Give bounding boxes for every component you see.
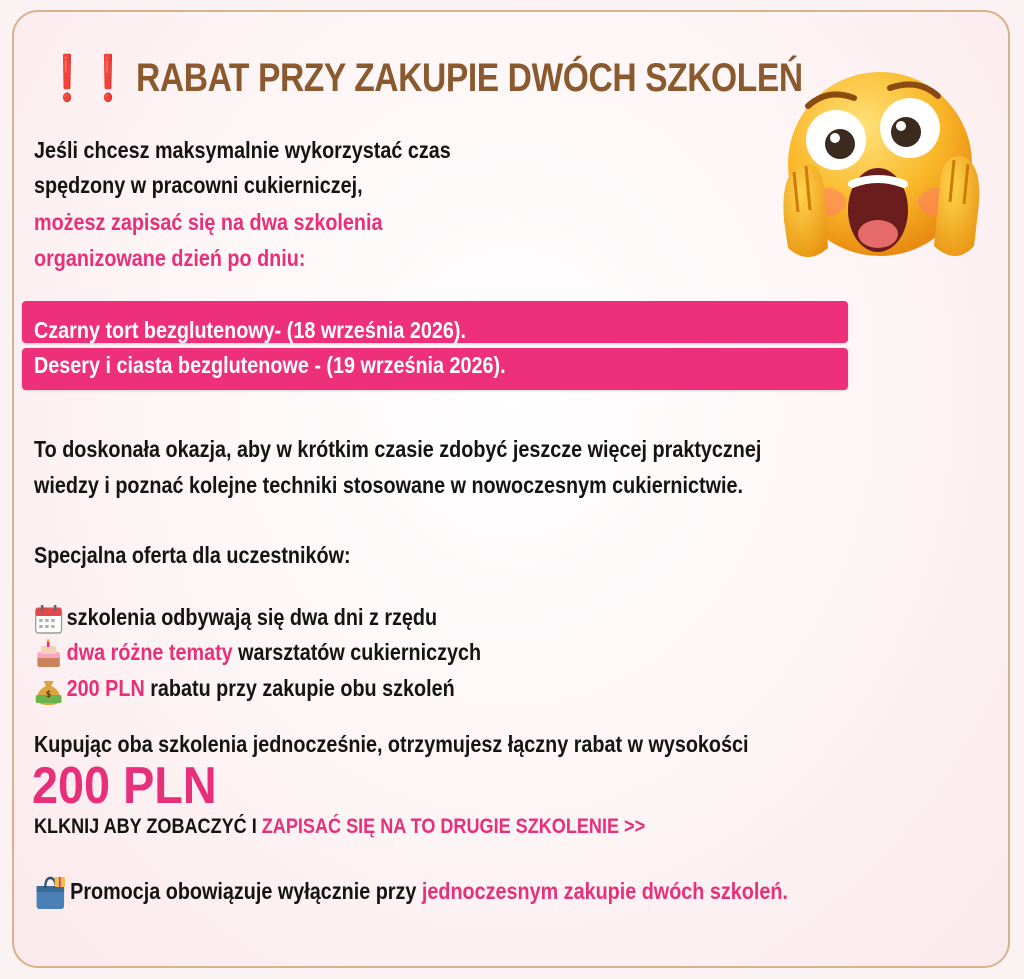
discount-text: Kupując oba szkolenia jednocześnie, otrzymujesz łączny rabat w wysokości [34,731,749,757]
course-bar-1 [22,301,848,343]
shocked-face-emoji-icon [778,52,984,278]
shopping-bag-icon [34,876,67,910]
cta-prefix: KLKNIJ ABY ZOBACZYĆ I [34,815,262,838]
calendar-icon [34,604,63,634]
intro-line-4: organizowane dzień po dniu: [34,245,306,271]
footer-highlight: jednoczesnym zakupie dwóch szkoleń. [421,878,788,905]
offer-heading: Specjalna oferta dla uczestników: [34,542,351,568]
promo-title [44,52,803,104]
discount-amount: 200 PLN [32,757,217,815]
offer-item-1-text: szkolenia odbywają się dwa dni z rzędu [66,604,438,631]
course-bar-1-text: Czarny tort bezglutenowy- (18 września 2026). [34,317,466,343]
description-line-2: wiedzy i poznać kolejne techniki stosowane w nowoczesnym cukiernictwie. [34,472,743,498]
course-bar-2 [22,348,848,390]
footer-line [34,876,788,910]
offer-item-2 [34,639,481,669]
offer-item-3-highlight: 200 PLN [66,675,145,702]
footer-prefix: Promocja obowiązuje wyłącznie przy [70,878,422,905]
offer-item-2-highlight: dwa różne tematy [66,639,233,666]
offer-item-3-text: rabatu przy zakupie obu szkoleń [144,675,455,702]
offer-item-2-text: warsztatów cukierniczych [232,639,482,666]
cta-line [34,815,645,839]
intro-line-2: spędzony w pracowni cukierniczej, [34,172,363,198]
offer-item-3 [34,675,455,705]
intro-line-3: możesz zapisać się na dwa szkolenia [34,209,383,235]
cake-icon [34,639,63,669]
description-line-1: To doskonała okazja, aby w krótkim czasie zdobyć jeszcze więcej praktycznej [34,436,762,462]
money-bag-icon [34,675,63,705]
signup-second-course-link[interactable]: ZAPISAĆ SIĘ NA TO DRUGIE SZKOLENIE >> [261,815,646,838]
offer-item-1 [34,604,437,634]
title-text: RABAT PRZY ZAKUPIE DWÓCH SZKOLEŃ [136,55,803,100]
course-bar-2-text: Desery i ciasta bezglutenowe - (19 września 2026). [34,352,506,378]
svg-text:$: $ [45,688,52,700]
double-exclamation-icon: ❗❗ [44,54,126,103]
intro-line-1: Jeśli chcesz maksymalnie wykorzystać czas [34,137,451,163]
